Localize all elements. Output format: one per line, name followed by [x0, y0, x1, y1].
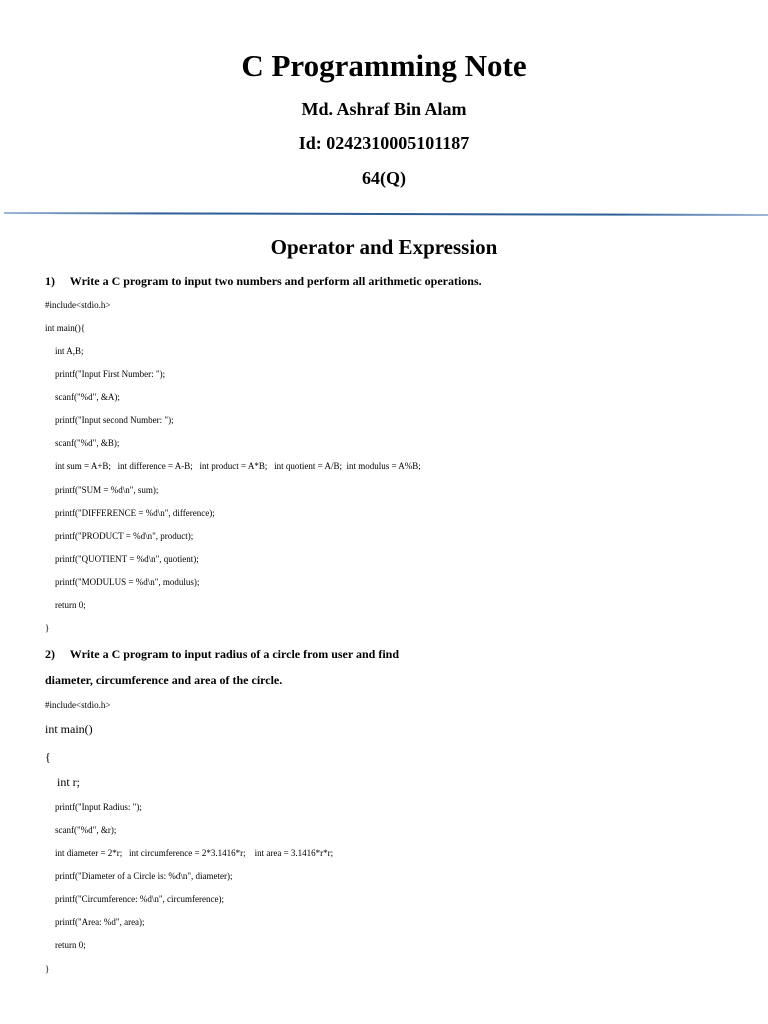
code-line: scanf("%d", &A);: [55, 392, 120, 402]
question-2-continued: diameter, circumference and area of the circle.: [45, 673, 283, 687]
code-line: int main(){: [45, 323, 86, 333]
code-line: int main(): [45, 722, 93, 736]
code-line: scanf("%d", &B);: [55, 438, 120, 448]
code-line: {: [45, 750, 51, 764]
roll-number: 64(Q): [362, 168, 406, 188]
question-2: [45, 646, 399, 662]
question-text: Write a C program to input two numbers and perform all arithmetic operations.: [69, 274, 482, 288]
code-line: int r;: [57, 775, 80, 789]
code-line: printf("Diameter of a Circle is: %d\n", diameter);: [55, 871, 233, 881]
student-id: Id: 0242310005101187: [298, 133, 470, 153]
code-line: printf("Input second Number: ");: [55, 415, 174, 425]
question-number: 2): [45, 647, 55, 661]
code-line: printf("Area: %d", area);: [55, 917, 145, 927]
code-line: return 0;: [55, 600, 86, 610]
author-name: Md. Ashraf Bin Alam: [301, 99, 467, 119]
code-line: int sum = A+B; int difference = A-B; int product = A*B; int quotient = A/B; int modulus = A%B;: [55, 461, 421, 471]
code-line: }: [45, 964, 50, 974]
question-1: [45, 273, 482, 289]
code-line: printf("SUM = %d\n", sum);: [55, 485, 159, 495]
header-divider: [4, 212, 768, 216]
code-line: printf("Input Radius: ");: [55, 802, 142, 812]
code-line: printf("MODULUS = %d\n", modulus);: [55, 577, 200, 587]
code-line: printf("Input First Number: ");: [55, 369, 166, 379]
question-text: Write a C program to input radius of a circle from user and find: [69, 647, 400, 661]
code-line: #include<stdio.h>: [45, 700, 111, 710]
code-line: printf("Circumference: %d\n", circumference);: [55, 894, 225, 904]
code-line: printf("DIFFERENCE = %d\n", difference);: [55, 508, 215, 518]
code-line: printf("PRODUCT = %d\n", product);: [55, 531, 194, 541]
code-line: printf("QUOTIENT = %d\n", quotient);: [55, 554, 199, 564]
document-title: C Programming Note: [241, 48, 527, 83]
question-number: 1): [45, 274, 55, 288]
section-title: Operator and Expression: [270, 235, 498, 259]
code-line: #include<stdio.h>: [45, 300, 111, 310]
code-line: return 0;: [55, 940, 86, 950]
code-line: }: [45, 623, 50, 633]
code-line: int diameter = 2*r; int circumference = 2*3.1416*r; int area = 3.1416*r*r;: [55, 848, 334, 858]
code-line: int A,B;: [55, 346, 84, 356]
code-line: scanf("%d", &r);: [55, 825, 117, 835]
